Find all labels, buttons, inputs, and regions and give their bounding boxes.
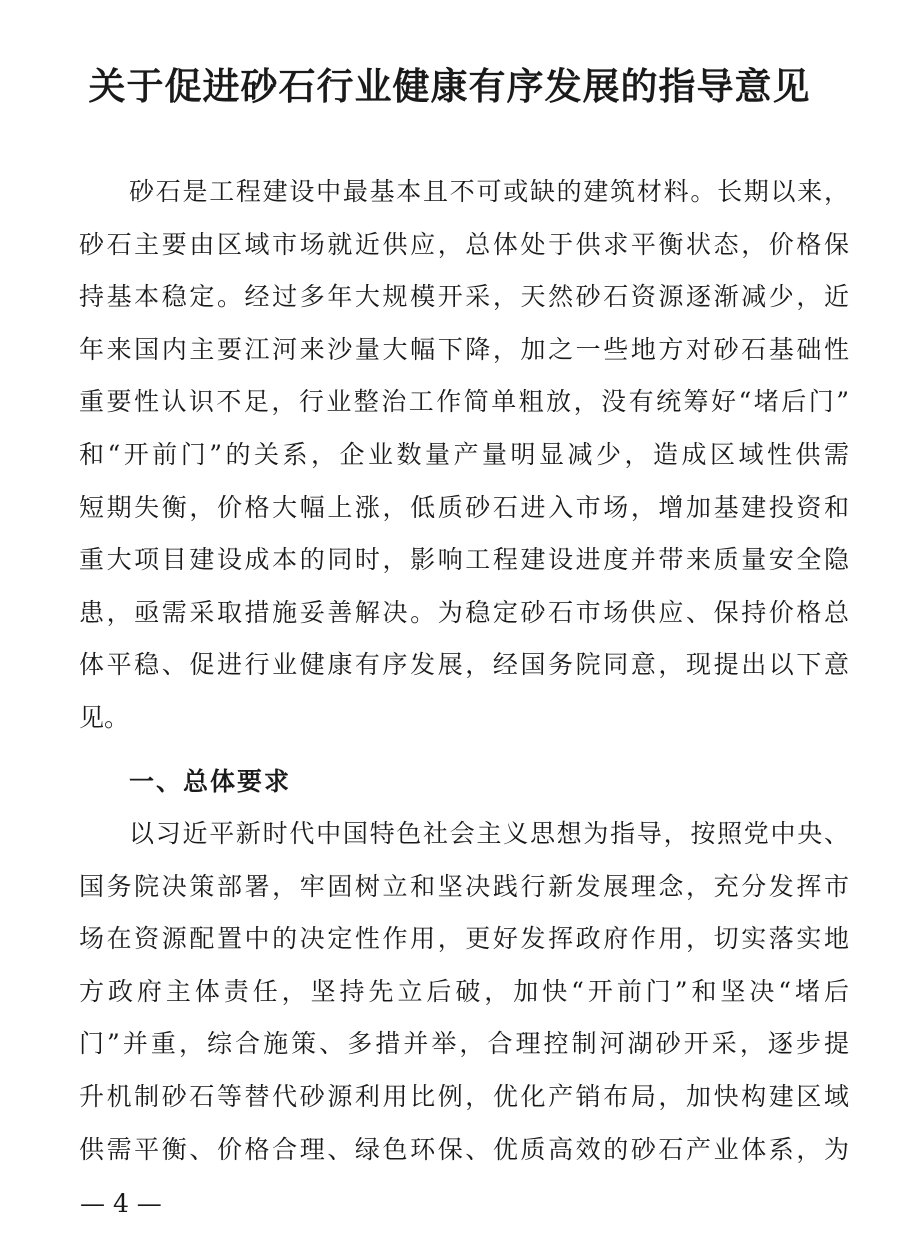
section1-paragraph (79, 808, 849, 1176)
section-heading: 一、总体要求 (129, 767, 292, 796)
document-title: 关于促进砂石行业健康有序发展的指导意见 (88, 64, 811, 108)
paragraph-line: 见。 (79, 702, 130, 732)
paragraph-line: 场在资源配置中的决定性作用，更好发挥政府作用，切实落实地 (79, 924, 849, 954)
intro-paragraph (79, 166, 849, 745)
paragraph-line: 年来国内主要江河来沙量大幅下降，加之一些地方对砂石基础性 (79, 334, 849, 364)
paragraph-line: 患，亟需采取措施妥善解决。为稳定砂石市场供应、保持价格总 (79, 597, 849, 627)
paragraph-line: 方政府主体责任，坚持先立后破，加快“开前门”和坚决“堵后 (79, 976, 849, 1006)
paragraph-line: 以习近平新时代中国特色社会主义思想为指导，按照党中央、 (129, 819, 849, 848)
paragraph-line: 砂石是工程建设中最基本且不可或缺的建筑材料。长期以来， (129, 177, 849, 206)
paragraph-line: 短期失衡，价格大幅上涨，低质砂石进入市场，增加基建投资和 (79, 492, 849, 522)
paragraph-line: 重大项目建设成本的同时，影响工程建设进度并带来质量安全隐 (79, 545, 849, 575)
paragraph-line: 重要性认识不足，行业整治工作简单粗放，没有统筹好“堵后门” (79, 387, 849, 417)
page-number: — 4 — (80, 1189, 162, 1218)
paragraph-line: 和“开前门”的关系，企业数量产量明显减少，造成区域性供需 (79, 439, 849, 469)
paragraph-line: 门”并重，综合施策、多措并举，合理控制河湖砂开采，逐步提 (79, 1029, 849, 1059)
paragraph-line: 砂石主要由区域市场就近供应，总体处于供求平衡状态，价格保 (79, 229, 849, 259)
paragraph-line: 供需平衡、价格合理、绿色环保、优质高效的砂石产业体系，为 (79, 1134, 849, 1164)
paragraph-line: 升机制砂石等替代砂源利用比例，优化产销布局，加快构建区域 (79, 1081, 849, 1111)
paragraph-line: 体平稳、促进行业健康有序发展，经国务院同意，现提出以下意 (79, 650, 849, 680)
paragraph-line: 持基本稳定。经过多年大规模开采，天然砂石资源逐渐减少，近 (79, 282, 849, 312)
paragraph-line: 国务院决策部署，牢固树立和坚决践行新发展理念，充分发挥市 (79, 871, 849, 901)
